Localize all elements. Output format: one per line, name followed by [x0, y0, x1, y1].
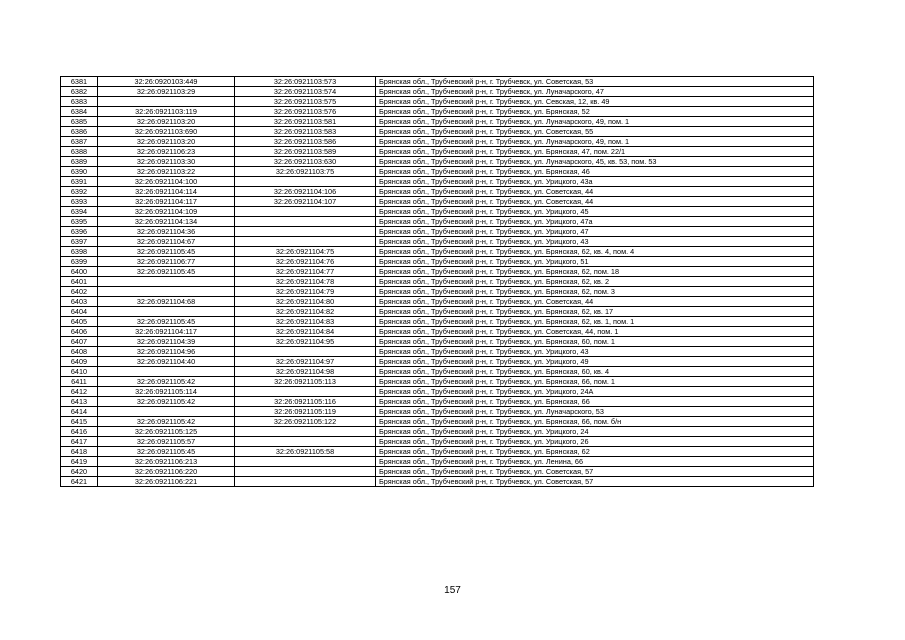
table-row — [61, 327, 814, 337]
building-number-cell: 32:26:0921104:76 — [235, 257, 376, 267]
cadastral-number-cell: 32:26:0921105:45 — [98, 317, 235, 327]
cadastral-number-cell: 32:26:0921103:20 — [98, 117, 235, 127]
address-cell: Брянская обл., Трубчевский р-н, г. Трубчевск, ул. Брянская, 66, пом. б/н — [376, 417, 814, 427]
cadastral-number-cell: 32:26:0921104:109 — [98, 207, 235, 217]
table-row — [61, 357, 814, 367]
address-cell: Брянская обл., Трубчевский р-н, г. Трубчевск, ул. Урицкого, 24 — [376, 427, 814, 437]
table-row — [61, 177, 814, 187]
cadastral-number-cell: 32:26:0921106:77 — [98, 257, 235, 267]
address-cell: Брянская обл., Трубчевский р-н, г. Трубчевск, ул. Урицкого, 43 — [376, 347, 814, 357]
table-row — [61, 477, 814, 487]
table-row — [61, 407, 814, 417]
row-number-cell: 6386 — [61, 127, 98, 137]
row-number-cell: 6403 — [61, 297, 98, 307]
cadastral-number-cell — [98, 407, 235, 417]
row-number-cell: 6398 — [61, 247, 98, 257]
address-cell: Брянская обл., Трубчевский р-н, г. Трубчевск, ул. Урицкого, 26 — [376, 437, 814, 447]
cadastral-number-cell: 32:26:0921104:96 — [98, 347, 235, 357]
building-number-cell: 32:26:0921104:80 — [235, 297, 376, 307]
table-row — [61, 287, 814, 297]
row-number-cell: 6395 — [61, 217, 98, 227]
row-number-cell: 6394 — [61, 207, 98, 217]
table-row — [61, 127, 814, 137]
table-row — [61, 277, 814, 287]
building-number-cell: 32:26:0921105:113 — [235, 377, 376, 387]
building-number-cell — [235, 457, 376, 467]
row-number-cell: 6406 — [61, 327, 98, 337]
cadastral-number-cell: 32:26:0921104:40 — [98, 357, 235, 367]
table-row — [61, 77, 814, 87]
row-number-cell: 6416 — [61, 427, 98, 437]
building-number-cell: 32:26:0921103:574 — [235, 87, 376, 97]
building-number-cell: 32:26:0921105:122 — [235, 417, 376, 427]
address-cell: Брянская обл., Трубчевский р-н, г. Трубчевск, ул. Советская, 55 — [376, 127, 814, 137]
address-cell: Брянская обл., Трубчевский р-н, г. Трубчевск, ул. Брянская, 46 — [376, 167, 814, 177]
address-cell: Брянская обл., Трубчевский р-н, г. Трубчевск, ул. Луначарского, 45, кв. 53, пом. 53 — [376, 157, 814, 167]
row-number-cell: 6400 — [61, 267, 98, 277]
table-row — [61, 297, 814, 307]
row-number-cell: 6389 — [61, 157, 98, 167]
cadastral-number-cell: 32:26:0921106:221 — [98, 477, 235, 487]
building-number-cell: 32:26:0921105:116 — [235, 397, 376, 407]
cadastral-number-cell: 32:26:0921105:125 — [98, 427, 235, 437]
cadastral-number-cell: 32:26:0921105:42 — [98, 417, 235, 427]
table-row — [61, 427, 814, 437]
address-cell: Брянская обл., Трубчевский р-н, г. Трубчевск, ул. Луначарского, 47 — [376, 87, 814, 97]
row-number-cell: 6419 — [61, 457, 98, 467]
row-number-cell: 6391 — [61, 177, 98, 187]
table-row — [61, 247, 814, 257]
table-row — [61, 227, 814, 237]
building-number-cell — [235, 477, 376, 487]
cadastral-number-cell: 32:26:0921103:690 — [98, 127, 235, 137]
address-cell: Брянская обл., Трубчевский р-н, г. Трубчевск, ул. Урицкого, 45 — [376, 207, 814, 217]
building-number-cell: 32:26:0921103:581 — [235, 117, 376, 127]
table-row — [61, 257, 814, 267]
cadastral-number-cell: 32:26:0921106:213 — [98, 457, 235, 467]
cadastral-number-cell — [98, 287, 235, 297]
row-number-cell: 6417 — [61, 437, 98, 447]
row-number-cell: 6409 — [61, 357, 98, 367]
row-number-cell: 6408 — [61, 347, 98, 357]
row-number-cell: 6421 — [61, 477, 98, 487]
building-number-cell: 32:26:0921104:95 — [235, 337, 376, 347]
building-number-cell — [235, 437, 376, 447]
building-number-cell: 32:26:0921105:119 — [235, 407, 376, 417]
row-number-cell: 6418 — [61, 447, 98, 457]
row-number-cell: 6381 — [61, 77, 98, 87]
address-cell: Брянская обл., Трубчевский р-н, г. Трубчевск, ул. Брянская, 62, пом. 3 — [376, 287, 814, 297]
row-number-cell: 6402 — [61, 287, 98, 297]
cadastral-number-cell: 32:26:0921104:67 — [98, 237, 235, 247]
building-number-cell: 32:26:0921103:75 — [235, 167, 376, 177]
address-cell: Брянская обл., Трубчевский р-н, г. Трубчевск, ул. Урицкого, 43а — [376, 177, 814, 187]
table-row — [61, 267, 814, 277]
building-number-cell: 32:26:0921103:586 — [235, 137, 376, 147]
row-number-cell: 6399 — [61, 257, 98, 267]
row-number-cell: 6412 — [61, 387, 98, 397]
address-cell: Брянская обл., Трубчевский р-н, г. Трубчевск, ул. Урицкого, 47 — [376, 227, 814, 237]
building-number-cell — [235, 467, 376, 477]
table-row — [61, 237, 814, 247]
cadastral-number-cell: 32:26:0921103:22 — [98, 167, 235, 177]
building-number-cell: 32:26:0921103:583 — [235, 127, 376, 137]
table-row — [61, 87, 814, 97]
address-cell: Брянская обл., Трубчевский р-н, г. Трубчевск, ул. Брянская, 47, пом. 22/1 — [376, 147, 814, 157]
cadastral-number-cell: 32:26:0921104:68 — [98, 297, 235, 307]
table-body — [61, 77, 814, 487]
cadastral-number-cell: 32:26:0921104:117 — [98, 327, 235, 337]
address-cell: Брянская обл., Трубчевский р-н, г. Трубчевск, ул. Луначарского, 53 — [376, 407, 814, 417]
cadastral-number-cell: 32:26:0921104:39 — [98, 337, 235, 347]
table-row — [61, 167, 814, 177]
building-number-cell: 32:26:0921104:75 — [235, 247, 376, 257]
cadastral-number-cell: 32:26:0921103:20 — [98, 137, 235, 147]
cadastral-number-cell: 32:26:0921106:220 — [98, 467, 235, 477]
table-row — [61, 387, 814, 397]
address-cell: Брянская обл., Трубчевский р-н, г. Трубчевск, ул. Урицкого, 43 — [376, 237, 814, 247]
building-number-cell: 32:26:0921105:58 — [235, 447, 376, 457]
address-cell: Брянская обл., Трубчевский р-н, г. Трубчевск, ул. Брянская, 62, кв. 17 — [376, 307, 814, 317]
cadastral-number-cell: 32:26:0921104:36 — [98, 227, 235, 237]
table-row — [61, 317, 814, 327]
table-row — [61, 417, 814, 427]
table-row — [61, 347, 814, 357]
building-number-cell: 32:26:0921103:575 — [235, 97, 376, 107]
row-number-cell: 6407 — [61, 337, 98, 347]
address-cell: Брянская обл., Трубчевский р-н, г. Трубчевск, ул. Брянская, 62, кв. 1, пом. 1 — [376, 317, 814, 327]
row-number-cell: 6383 — [61, 97, 98, 107]
table-row — [61, 207, 814, 217]
cadastral-number-cell — [98, 367, 235, 377]
table-row — [61, 157, 814, 167]
cadastral-number-cell: 32:26:0921106:23 — [98, 147, 235, 157]
address-cell: Брянская обл., Трубчевский р-н, г. Трубчевск, ул. Брянская, 66 — [376, 397, 814, 407]
address-cell: Брянская обл., Трубчевский р-н, г. Трубчевск, ул. Урицкого, 51 — [376, 257, 814, 267]
building-number-cell — [235, 207, 376, 217]
address-cell: Брянская обл., Трубчевский р-н, г. Трубчевск, ул. Советская, 44 — [376, 297, 814, 307]
row-number-cell: 6401 — [61, 277, 98, 287]
address-cell: Брянская обл., Трубчевский р-н, г. Трубчевск, ул. Луначарского, 49, пом. 1 — [376, 137, 814, 147]
cadastral-number-cell: 32:26:0921105:57 — [98, 437, 235, 447]
address-cell: Брянская обл., Трубчевский р-н, г. Трубчевск, ул. Севская, 12, кв. 49 — [376, 97, 814, 107]
address-cell: Брянская обл., Трубчевский р-н, г. Трубчевск, ул. Брянская, 62 — [376, 447, 814, 457]
table-row — [61, 217, 814, 227]
address-cell: Брянская обл., Трубчевский р-н, г. Трубчевск, ул. Брянская, 60, кв. 4 — [376, 367, 814, 377]
cadastral-number-cell: 32:26:0921104:117 — [98, 197, 235, 207]
row-number-cell: 6414 — [61, 407, 98, 417]
table-row — [61, 337, 814, 347]
cadastral-table — [60, 76, 814, 487]
row-number-cell: 6388 — [61, 147, 98, 157]
address-cell: Брянская обл., Трубчевский р-н, г. Трубчевск, ул. Советская, 53 — [376, 77, 814, 87]
cadastral-number-cell: 32:26:0921104:134 — [98, 217, 235, 227]
address-cell: Брянская обл., Трубчевский р-н, г. Трубчевск, ул. Урицкого, 24А — [376, 387, 814, 397]
cadastral-number-cell — [98, 307, 235, 317]
cadastral-number-cell: 32:26:0921103:119 — [98, 107, 235, 117]
cadastral-number-cell: 32:26:0921104:114 — [98, 187, 235, 197]
address-cell: Брянская обл., Трубчевский р-н, г. Трубчевск, ул. Урицкого, 49 — [376, 357, 814, 367]
row-number-cell: 6393 — [61, 197, 98, 207]
table-row — [61, 367, 814, 377]
building-number-cell — [235, 387, 376, 397]
table-row — [61, 377, 814, 387]
table-row — [61, 397, 814, 407]
row-number-cell: 6387 — [61, 137, 98, 147]
row-number-cell: 6385 — [61, 117, 98, 127]
row-number-cell: 6405 — [61, 317, 98, 327]
address-cell: Брянская обл., Трубчевский р-н, г. Трубчевск, ул. Советская, 57 — [376, 477, 814, 487]
building-number-cell: 32:26:0921104:106 — [235, 187, 376, 197]
table-row — [61, 147, 814, 157]
building-number-cell — [235, 177, 376, 187]
row-number-cell: 6415 — [61, 417, 98, 427]
cadastral-number-cell: 32:26:0921105:42 — [98, 377, 235, 387]
building-number-cell: 32:26:0921103:589 — [235, 147, 376, 157]
row-number-cell: 6411 — [61, 377, 98, 387]
building-number-cell — [235, 427, 376, 437]
address-cell: Брянская обл., Трубчевский р-н, г. Трубчевск, ул. Советская, 44 — [376, 187, 814, 197]
address-cell: Брянская обл., Трубчевский р-н, г. Трубчевск, ул. Брянская, 52 — [376, 107, 814, 117]
row-number-cell: 6413 — [61, 397, 98, 407]
table-row — [61, 117, 814, 127]
building-number-cell: 32:26:0921104:77 — [235, 267, 376, 277]
address-cell: Брянская обл., Трубчевский р-н, г. Трубчевск, ул. Брянская, 62, пом. 18 — [376, 267, 814, 277]
row-number-cell: 6382 — [61, 87, 98, 97]
building-number-cell: 32:26:0921103:573 — [235, 77, 376, 87]
table-row — [61, 467, 814, 477]
table-row — [61, 187, 814, 197]
building-number-cell: 32:26:0921104:82 — [235, 307, 376, 317]
cadastral-number-cell: 32:26:0921103:30 — [98, 157, 235, 167]
address-cell: Брянская обл., Трубчевский р-н, г. Трубчевск, ул. Урицкого, 47а — [376, 217, 814, 227]
cadastral-number-cell: 32:26:0921105:45 — [98, 267, 235, 277]
building-number-cell: 32:26:0921104:78 — [235, 277, 376, 287]
cadastral-number-cell: 32:26:0921105:45 — [98, 247, 235, 257]
address-cell: Брянская обл., Трубчевский р-н, г. Трубчевск, ул. Брянская, 66, пом. 1 — [376, 377, 814, 387]
building-number-cell: 32:26:0921104:83 — [235, 317, 376, 327]
address-cell: Брянская обл., Трубчевский р-н, г. Трубчевск, ул. Ленина, 66 — [376, 457, 814, 467]
cadastral-number-cell: 32:26:0921103:29 — [98, 87, 235, 97]
cadastral-number-cell — [98, 97, 235, 107]
table-row — [61, 137, 814, 147]
address-cell: Брянская обл., Трубчевский р-н, г. Трубчевск, ул. Брянская, 60, пом. 1 — [376, 337, 814, 347]
row-number-cell: 6397 — [61, 237, 98, 247]
row-number-cell: 6404 — [61, 307, 98, 317]
row-number-cell: 6384 — [61, 107, 98, 117]
row-number-cell: 6390 — [61, 167, 98, 177]
page-number: 157 — [444, 585, 461, 596]
row-number-cell: 6420 — [61, 467, 98, 477]
address-cell: Брянская обл., Трубчевский р-н, г. Трубчевск, ул. Советская, 44 — [376, 197, 814, 207]
address-cell: Брянская обл., Трубчевский р-н, г. Трубчевск, ул. Луначарского, 49, пом. 1 — [376, 117, 814, 127]
cadastral-number-cell: 32:26:0921105:42 — [98, 397, 235, 407]
cadastral-number-cell: 32:26:0921104:100 — [98, 177, 235, 187]
cadastral-number-cell: 32:26:0920103:449 — [98, 77, 235, 87]
row-number-cell: 6410 — [61, 367, 98, 377]
building-number-cell: 32:26:0921104:107 — [235, 197, 376, 207]
address-cell: Брянская обл., Трубчевский р-н, г. Трубчевск, ул. Советская, 57 — [376, 467, 814, 477]
table-row — [61, 107, 814, 117]
table-row — [61, 457, 814, 467]
building-number-cell — [235, 237, 376, 247]
address-cell: Брянская обл., Трубчевский р-н, г. Трубчевск, ул. Советская, 44, пом. 1 — [376, 327, 814, 337]
table-row — [61, 97, 814, 107]
building-number-cell: 32:26:0921104:97 — [235, 357, 376, 367]
building-number-cell: 32:26:0921104:98 — [235, 367, 376, 377]
row-number-cell: 6396 — [61, 227, 98, 237]
table-row — [61, 447, 814, 457]
cadastral-number-cell: 32:26:0921105:114 — [98, 387, 235, 397]
building-number-cell — [235, 217, 376, 227]
building-number-cell — [235, 227, 376, 237]
building-number-cell: 32:26:0921103:576 — [235, 107, 376, 117]
cadastral-number-cell: 32:26:0921105:45 — [98, 447, 235, 457]
row-number-cell: 6392 — [61, 187, 98, 197]
address-cell: Брянская обл., Трубчевский р-н, г. Трубчевск, ул. Брянская, 62, кв. 2 — [376, 277, 814, 287]
building-number-cell — [235, 347, 376, 357]
building-number-cell: 32:26:0921104:79 — [235, 287, 376, 297]
building-number-cell: 32:26:0921104:84 — [235, 327, 376, 337]
address-cell: Брянская обл., Трубчевский р-н, г. Трубчевск, ул. Брянская, 62, кв. 4, пом. 4 — [376, 247, 814, 257]
table-row — [61, 307, 814, 317]
cadastral-number-cell — [98, 277, 235, 287]
table-row — [61, 437, 814, 447]
table-row — [61, 197, 814, 207]
building-number-cell: 32:26:0921103:630 — [235, 157, 376, 167]
